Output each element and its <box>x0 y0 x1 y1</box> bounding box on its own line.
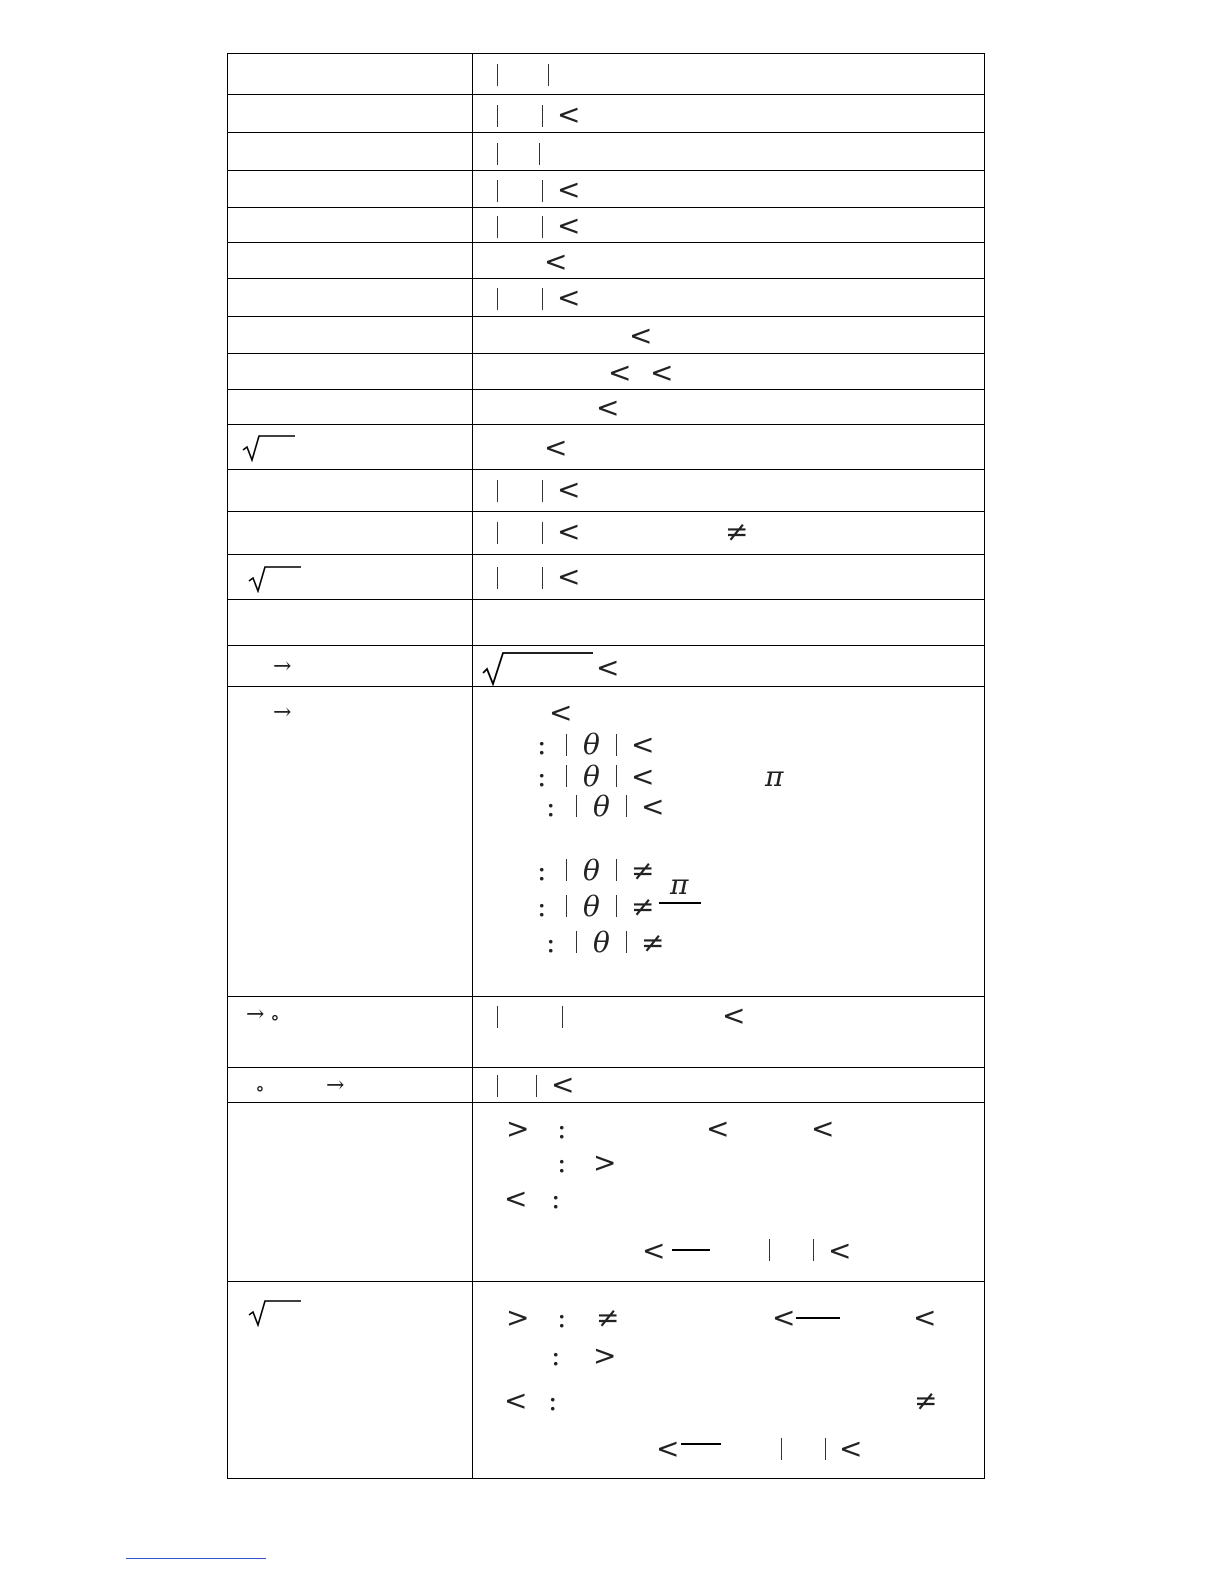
less-than-sign: < <box>913 1301 937 1334</box>
less-than-sign: < <box>641 790 665 823</box>
right-cell <box>473 1282 985 1479</box>
abs-bar <box>497 216 498 238</box>
abs-bar <box>548 64 549 86</box>
table-row <box>228 133 985 171</box>
right-cell <box>473 317 985 354</box>
right-cell <box>473 171 985 208</box>
less-than-sign: < <box>544 245 568 278</box>
abs-bar <box>566 859 567 881</box>
theta-symbol: θ <box>583 854 600 887</box>
theta-symbol: θ <box>593 790 610 823</box>
right-cell <box>473 425 985 470</box>
less-than-sign: < <box>596 651 620 684</box>
right-cell <box>473 279 985 317</box>
left-cell <box>228 390 473 425</box>
less-than-sign: < <box>706 1112 730 1145</box>
table-row <box>228 687 985 997</box>
abs-bar <box>813 1239 814 1261</box>
abs-bar <box>542 105 543 127</box>
abs-bar <box>576 931 577 953</box>
right-cell <box>473 600 985 646</box>
left-cell <box>228 354 473 390</box>
less-than-sign: < <box>642 1234 666 1267</box>
right-cell <box>473 208 985 243</box>
abs-bar <box>542 288 543 310</box>
abs-bar <box>497 480 498 502</box>
right-cell <box>473 512 985 555</box>
less-than-sign: < <box>549 696 573 729</box>
right-cell <box>473 354 985 390</box>
abs-bar <box>769 1239 770 1261</box>
abs-bar <box>616 859 617 881</box>
right-cell <box>473 1103 985 1282</box>
right-cell <box>473 1068 985 1103</box>
not-equal-sign: ≠ <box>631 890 655 923</box>
left-cell <box>228 600 473 646</box>
less-than-sign: < <box>557 173 581 206</box>
abs-bar <box>542 522 543 544</box>
left-cell <box>228 317 473 354</box>
pi-symbol: π <box>765 760 784 793</box>
less-than-sign: < <box>811 1112 835 1145</box>
table-row <box>228 1282 985 1479</box>
arrow-icon: → <box>273 700 292 725</box>
footnote-separator <box>126 1558 266 1559</box>
abs-bar <box>497 522 498 544</box>
theta-symbol: θ <box>593 926 610 959</box>
left-cell <box>228 208 473 243</box>
colon: : <box>537 890 547 923</box>
not-equal-sign: ≠ <box>641 926 665 959</box>
right-cell <box>473 133 985 171</box>
table-row <box>228 171 985 208</box>
left-cell <box>228 54 473 95</box>
left-cell <box>228 243 473 279</box>
left-cell <box>228 470 473 512</box>
table-row <box>228 243 985 279</box>
abs-bar <box>616 765 617 787</box>
right-cell <box>473 54 985 95</box>
less-than-sign: < <box>544 431 568 464</box>
table-row <box>228 390 985 425</box>
right-cell <box>473 555 985 600</box>
right-cell <box>473 390 985 425</box>
abs-bar <box>825 1438 826 1460</box>
left-cell <box>228 133 473 171</box>
formula-table <box>227 53 985 1479</box>
colon: : <box>557 1146 567 1179</box>
left-cell <box>228 279 473 317</box>
right-cell <box>473 687 985 997</box>
arrow-icon: → <box>326 1073 345 1098</box>
less-than-sign: < <box>839 1432 863 1465</box>
abs-bar <box>497 143 498 165</box>
less-than-sign: < <box>557 98 581 131</box>
not-equal-sign: ≠ <box>914 1384 938 1417</box>
table-row <box>228 425 985 470</box>
colon: : <box>546 790 556 823</box>
less-than-sign: < <box>722 999 746 1032</box>
fraction-bar <box>672 1249 710 1251</box>
table-row <box>228 512 985 555</box>
left-cell <box>228 1103 473 1282</box>
abs-bar <box>566 765 567 787</box>
table-row <box>228 1068 985 1103</box>
left-cell <box>228 1068 473 1103</box>
less-than-sign: < <box>596 391 620 424</box>
less-than-sign: < <box>629 319 653 352</box>
table-row <box>228 317 985 354</box>
greater-than-sign: > <box>593 1146 617 1179</box>
abs-bar <box>542 216 543 238</box>
abs-bar <box>497 105 498 127</box>
abs-bar <box>566 895 567 917</box>
colon: : <box>537 728 547 761</box>
right-cell <box>473 95 985 133</box>
less-than-sign: < <box>557 209 581 242</box>
less-than-sign: < <box>557 281 581 314</box>
abs-bar <box>536 1075 537 1097</box>
abs-bar <box>542 480 543 502</box>
left-cell <box>228 997 473 1068</box>
theta-symbol: θ <box>583 890 600 923</box>
ring-operator: ∘ <box>270 1005 280 1029</box>
colon: : <box>537 854 547 887</box>
table-row <box>228 208 985 243</box>
less-than-sign: < <box>551 1068 575 1101</box>
greater-than-sign: > <box>593 1339 617 1372</box>
colon: : <box>551 1339 561 1372</box>
abs-bar <box>562 1006 563 1028</box>
table-row <box>228 95 985 133</box>
abs-bar <box>626 931 627 953</box>
less-than-sign: < <box>631 728 655 761</box>
less-than-sign: < <box>656 1432 680 1465</box>
left-cell <box>228 425 473 470</box>
square-root-sign <box>482 651 594 687</box>
fraction-bar <box>796 1317 840 1319</box>
square-root-sign <box>248 565 302 593</box>
abs-bar <box>542 180 543 202</box>
right-cell <box>473 243 985 279</box>
table-row <box>228 54 985 95</box>
arrow-icon: → <box>246 1002 265 1027</box>
left-cell <box>228 646 473 687</box>
greater-than-sign: > <box>506 1112 530 1145</box>
fraction-bar <box>659 902 701 904</box>
abs-bar <box>781 1438 782 1460</box>
colon: : <box>557 1301 567 1334</box>
not-equal-sign: ≠ <box>631 854 655 887</box>
abs-bar <box>616 734 617 756</box>
table-row <box>228 279 985 317</box>
table-row <box>228 354 985 390</box>
less-than-sign: < <box>504 1384 528 1417</box>
colon: : <box>548 1384 558 1417</box>
less-than-sign: < <box>772 1301 796 1334</box>
colon: : <box>557 1112 567 1145</box>
abs-bar <box>497 288 498 310</box>
right-cell <box>473 646 985 687</box>
abs-bar <box>497 64 498 86</box>
right-cell <box>473 997 985 1068</box>
abs-bar <box>576 795 577 817</box>
table-row <box>228 646 985 687</box>
colon: : <box>546 926 556 959</box>
right-cell <box>473 470 985 512</box>
abs-bar <box>616 895 617 917</box>
less-than-sign: < <box>608 356 632 389</box>
square-root-sign <box>248 1299 302 1327</box>
colon: : <box>537 760 547 793</box>
less-than-sign: < <box>504 1182 528 1215</box>
less-than-sign: < <box>557 473 581 506</box>
table-row <box>228 555 985 600</box>
table-row <box>228 997 985 1068</box>
less-than-sign: < <box>557 515 581 548</box>
abs-bar <box>497 1075 498 1097</box>
not-equal-sign: ≠ <box>725 515 749 548</box>
less-than-sign: < <box>557 560 581 593</box>
abs-bar <box>626 795 627 817</box>
less-than-sign: < <box>631 760 655 793</box>
left-cell <box>228 1282 473 1479</box>
square-root-sign <box>242 434 296 462</box>
left-cell <box>228 555 473 600</box>
pi-symbol: π <box>670 868 689 901</box>
abs-bar <box>497 567 498 589</box>
less-than-sign: < <box>650 356 674 389</box>
fraction-bar <box>681 1443 721 1445</box>
less-than-sign: < <box>828 1234 852 1267</box>
table-row <box>228 470 985 512</box>
abs-bar <box>497 1006 498 1028</box>
left-cell <box>228 512 473 555</box>
left-cell <box>228 687 473 997</box>
abs-bar <box>542 567 543 589</box>
theta-symbol: θ <box>583 760 600 793</box>
abs-bar <box>566 734 567 756</box>
arrow-icon: → <box>273 654 292 679</box>
ring-operator: ∘ <box>255 1076 265 1100</box>
left-cell <box>228 95 473 133</box>
colon: : <box>551 1182 561 1215</box>
theta-symbol: θ <box>583 728 600 761</box>
abs-bar <box>497 180 498 202</box>
table-row <box>228 600 985 646</box>
not-equal-sign: ≠ <box>596 1301 620 1334</box>
left-cell <box>228 171 473 208</box>
table-row <box>228 1103 985 1282</box>
abs-bar <box>539 143 540 165</box>
greater-than-sign: > <box>506 1301 530 1334</box>
